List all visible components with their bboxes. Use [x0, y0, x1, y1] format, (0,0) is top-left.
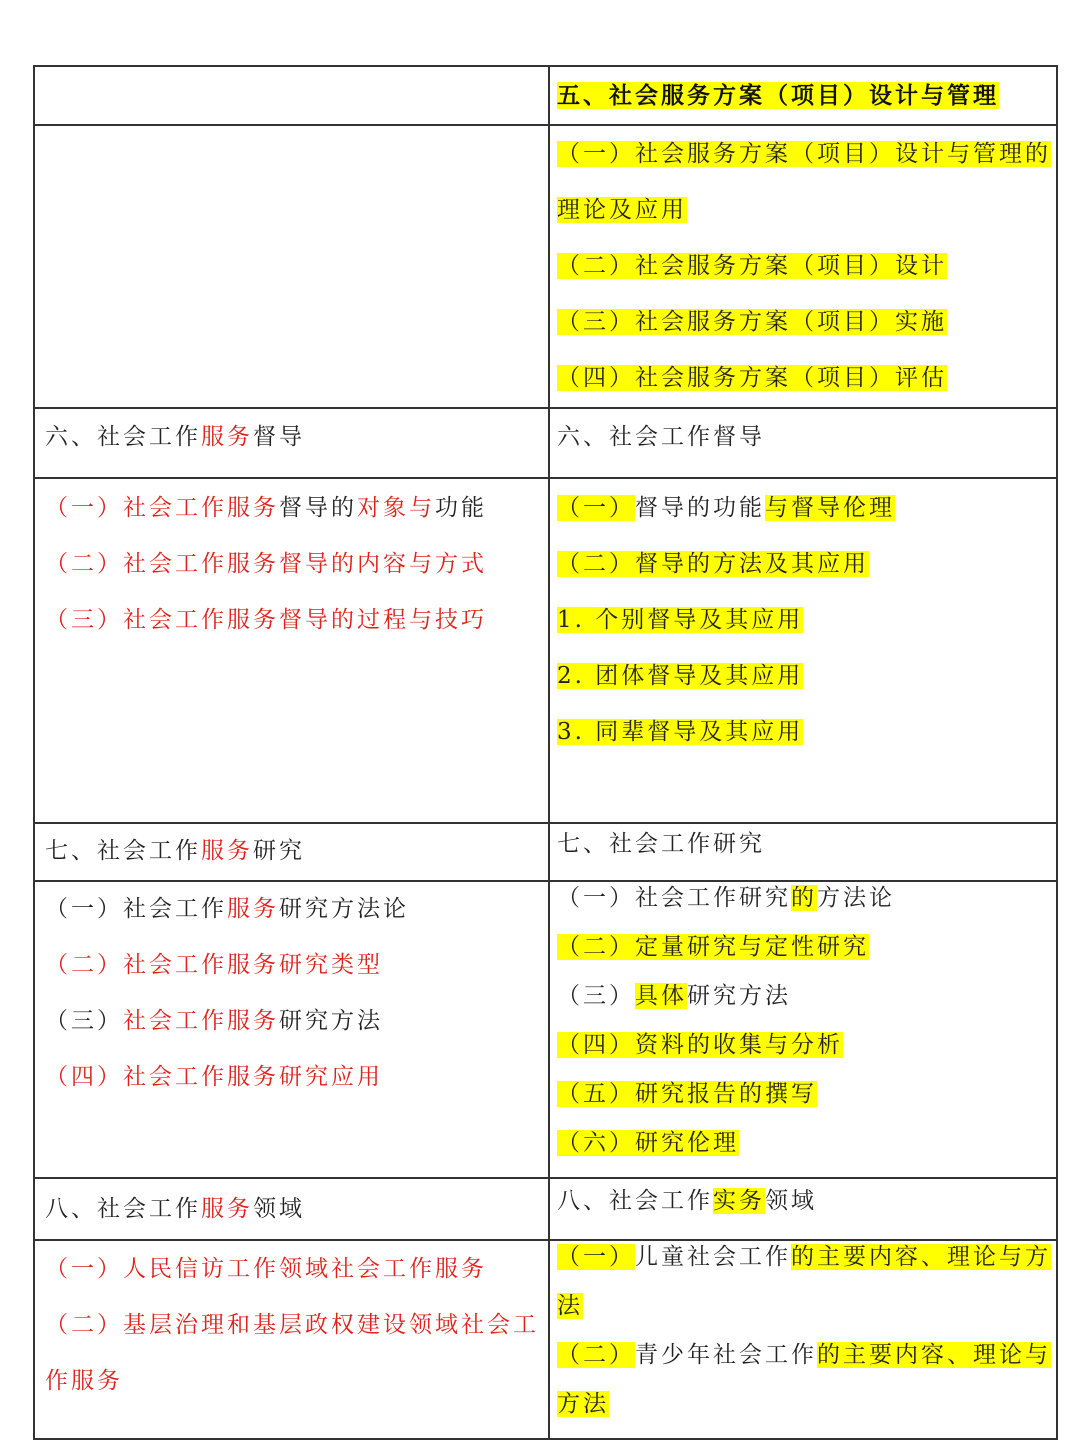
- outline-line: [45, 1060, 540, 1094]
- text-span: （三）: [557, 983, 635, 1009]
- text-span: 儿童社会工作: [635, 1244, 791, 1270]
- highlighted-text: 法: [557, 1293, 583, 1319]
- red-text: （四）社会工作服务研究应用: [45, 1064, 383, 1090]
- highlighted-text: 2. 团体督导及其应用: [557, 663, 804, 689]
- text-span: 六、社会工作: [45, 424, 201, 450]
- outline-line: [557, 1387, 1052, 1421]
- outline-line: [45, 1364, 540, 1398]
- text-span: 八、社会工作: [45, 1196, 201, 1222]
- row-divider: [35, 822, 1056, 824]
- right-cell-row6-title: [557, 420, 1052, 454]
- outline-line: [45, 420, 540, 454]
- outline-line: [557, 79, 1052, 113]
- outline-line: [557, 1126, 1052, 1160]
- highlighted-text: （二）定量研究与定性研究: [557, 934, 869, 960]
- text-span: （一）社会工作研究: [557, 885, 791, 911]
- text-span: 研究方法: [279, 1008, 383, 1034]
- red-text: （一）人民信访工作领域社会工作服务: [45, 1256, 487, 1282]
- text-span: 研究方法: [687, 983, 791, 1009]
- outline-line: [45, 547, 540, 581]
- red-text: （一）社会工作服务: [45, 495, 279, 521]
- outline-line: [557, 420, 1052, 454]
- outline-line: [557, 1289, 1052, 1323]
- left-cell-row7-title: [45, 834, 540, 868]
- outline-line: [557, 603, 1052, 637]
- red-text: （二）社会工作服务督导的内容与方式: [45, 551, 487, 577]
- red-text: （三）社会工作服务督导的过程与技巧: [45, 607, 487, 633]
- outline-line: [557, 249, 1052, 283]
- red-text: 作服务: [45, 1368, 123, 1394]
- outline-line: [557, 881, 1052, 915]
- text-span: （一）社会工作: [45, 896, 227, 922]
- text-span: （三）: [45, 1008, 123, 1034]
- right-cell-row5-title: [557, 79, 1052, 113]
- outline-line: [45, 491, 540, 525]
- right-cell-row7-items: [557, 881, 1052, 1160]
- text-span: 研究: [253, 838, 305, 864]
- highlighted-text: （二）督导的方法及其应用: [557, 551, 869, 577]
- left-cell-row7-items: [45, 892, 540, 1094]
- syllabus-comparison-table: [33, 65, 1058, 1440]
- left-cell-row6-title: [45, 420, 540, 454]
- outline-line: [45, 1308, 540, 1342]
- outline-line: [45, 1252, 540, 1286]
- highlighted-text: 实务: [713, 1188, 765, 1214]
- highlighted-text: （三）社会服务方案（项目）实施: [557, 309, 947, 335]
- outline-line: [45, 1192, 540, 1226]
- outline-line: [557, 979, 1052, 1013]
- red-text: （二）社会工作服务研究类型: [45, 952, 383, 978]
- highlighted-text: （一）社会服务方案（项目）设计与管理的: [557, 141, 1051, 167]
- text-span: 督导的功能: [635, 495, 765, 521]
- right-cell-row8-items: [557, 1240, 1052, 1421]
- highlighted-text: 具体: [635, 983, 687, 1009]
- highlighted-text: 3. 同辈督导及其应用: [557, 719, 804, 745]
- red-text: 社会工作服务: [123, 1008, 279, 1034]
- text-span: 领域: [253, 1196, 305, 1222]
- red-text: 服务: [201, 424, 253, 450]
- outline-line: [557, 305, 1052, 339]
- outline-line: [557, 193, 1052, 227]
- right-cell-row6-items: [557, 491, 1052, 749]
- text-span: 督导的: [279, 495, 357, 521]
- outline-line: [557, 547, 1052, 581]
- outline-line: [557, 137, 1052, 171]
- highlighted-text: 与督导伦理: [765, 495, 895, 521]
- text-span: 七、社会工作: [45, 838, 201, 864]
- outline-line: [557, 1077, 1052, 1111]
- outline-line: [557, 491, 1052, 525]
- text-span: 青少年社会工作: [635, 1342, 817, 1368]
- right-cell-row5-items: [557, 137, 1052, 395]
- highlighted-text: 五、社会服务方案（项目）设计与管理: [557, 82, 999, 109]
- outline-line: [557, 1240, 1052, 1274]
- text-span: 功能: [435, 495, 487, 521]
- text-span: 七、社会工作研究: [557, 831, 765, 857]
- text-span: 方法论: [817, 885, 895, 911]
- text-span: 领域: [765, 1188, 817, 1214]
- outline-line: [557, 659, 1052, 693]
- text-span: 研究方法论: [279, 896, 409, 922]
- highlighted-text: （四）资料的收集与分析: [557, 1032, 843, 1058]
- outline-line: [557, 1338, 1052, 1372]
- outline-line: [45, 1004, 540, 1038]
- text-span: 督导: [253, 424, 305, 450]
- outline-line: [45, 834, 540, 868]
- right-cell-row7-title: [557, 827, 1052, 861]
- text-span: 六、社会工作督导: [557, 424, 765, 450]
- row-divider: [35, 124, 1056, 126]
- left-cell-row6-items: [45, 491, 540, 637]
- left-cell-row8-items: [45, 1252, 540, 1398]
- outline-line: [557, 827, 1052, 861]
- highlighted-text: （一）: [557, 495, 635, 521]
- row-divider: [35, 407, 1056, 409]
- highlighted-text: 的主要内容、理论与方: [791, 1244, 1051, 1270]
- highlighted-text: （二）社会服务方案（项目）设计: [557, 253, 947, 279]
- highlighted-text: 的: [791, 885, 817, 911]
- row-divider: [35, 1177, 1056, 1179]
- red-text: （二）基层治理和基层政权建设领域社会工: [45, 1312, 539, 1338]
- row-divider: [35, 477, 1056, 479]
- left-cell-row8-title: [45, 1192, 540, 1226]
- highlighted-text: （四）社会服务方案（项目）评估: [557, 365, 947, 391]
- highlighted-text: （二）: [557, 1342, 635, 1368]
- highlighted-text: 1. 个别督导及其应用: [557, 607, 804, 633]
- red-text: 服务: [201, 838, 253, 864]
- outline-line: [45, 603, 540, 637]
- highlighted-text: （五）研究报告的撰写: [557, 1081, 817, 1107]
- outline-line: [557, 930, 1052, 964]
- red-text: 对象与: [357, 495, 435, 521]
- highlighted-text: 理论及应用: [557, 197, 687, 223]
- highlighted-text: 的主要内容、理论与: [817, 1342, 1051, 1368]
- outline-line: [45, 892, 540, 926]
- highlighted-text: （一）: [557, 1244, 635, 1270]
- outline-line: [557, 1184, 1052, 1218]
- outline-line: [45, 948, 540, 982]
- column-divider: [548, 67, 550, 1438]
- highlighted-text: （六）研究伦理: [557, 1130, 739, 1156]
- text-span: 八、社会工作: [557, 1188, 713, 1214]
- red-text: 服务: [201, 1196, 253, 1222]
- red-text: 服务: [227, 896, 279, 922]
- outline-line: [557, 1028, 1052, 1062]
- highlighted-text: 方法: [557, 1391, 609, 1417]
- outline-line: [557, 361, 1052, 395]
- right-cell-row8-title: [557, 1184, 1052, 1218]
- outline-line: [557, 715, 1052, 749]
